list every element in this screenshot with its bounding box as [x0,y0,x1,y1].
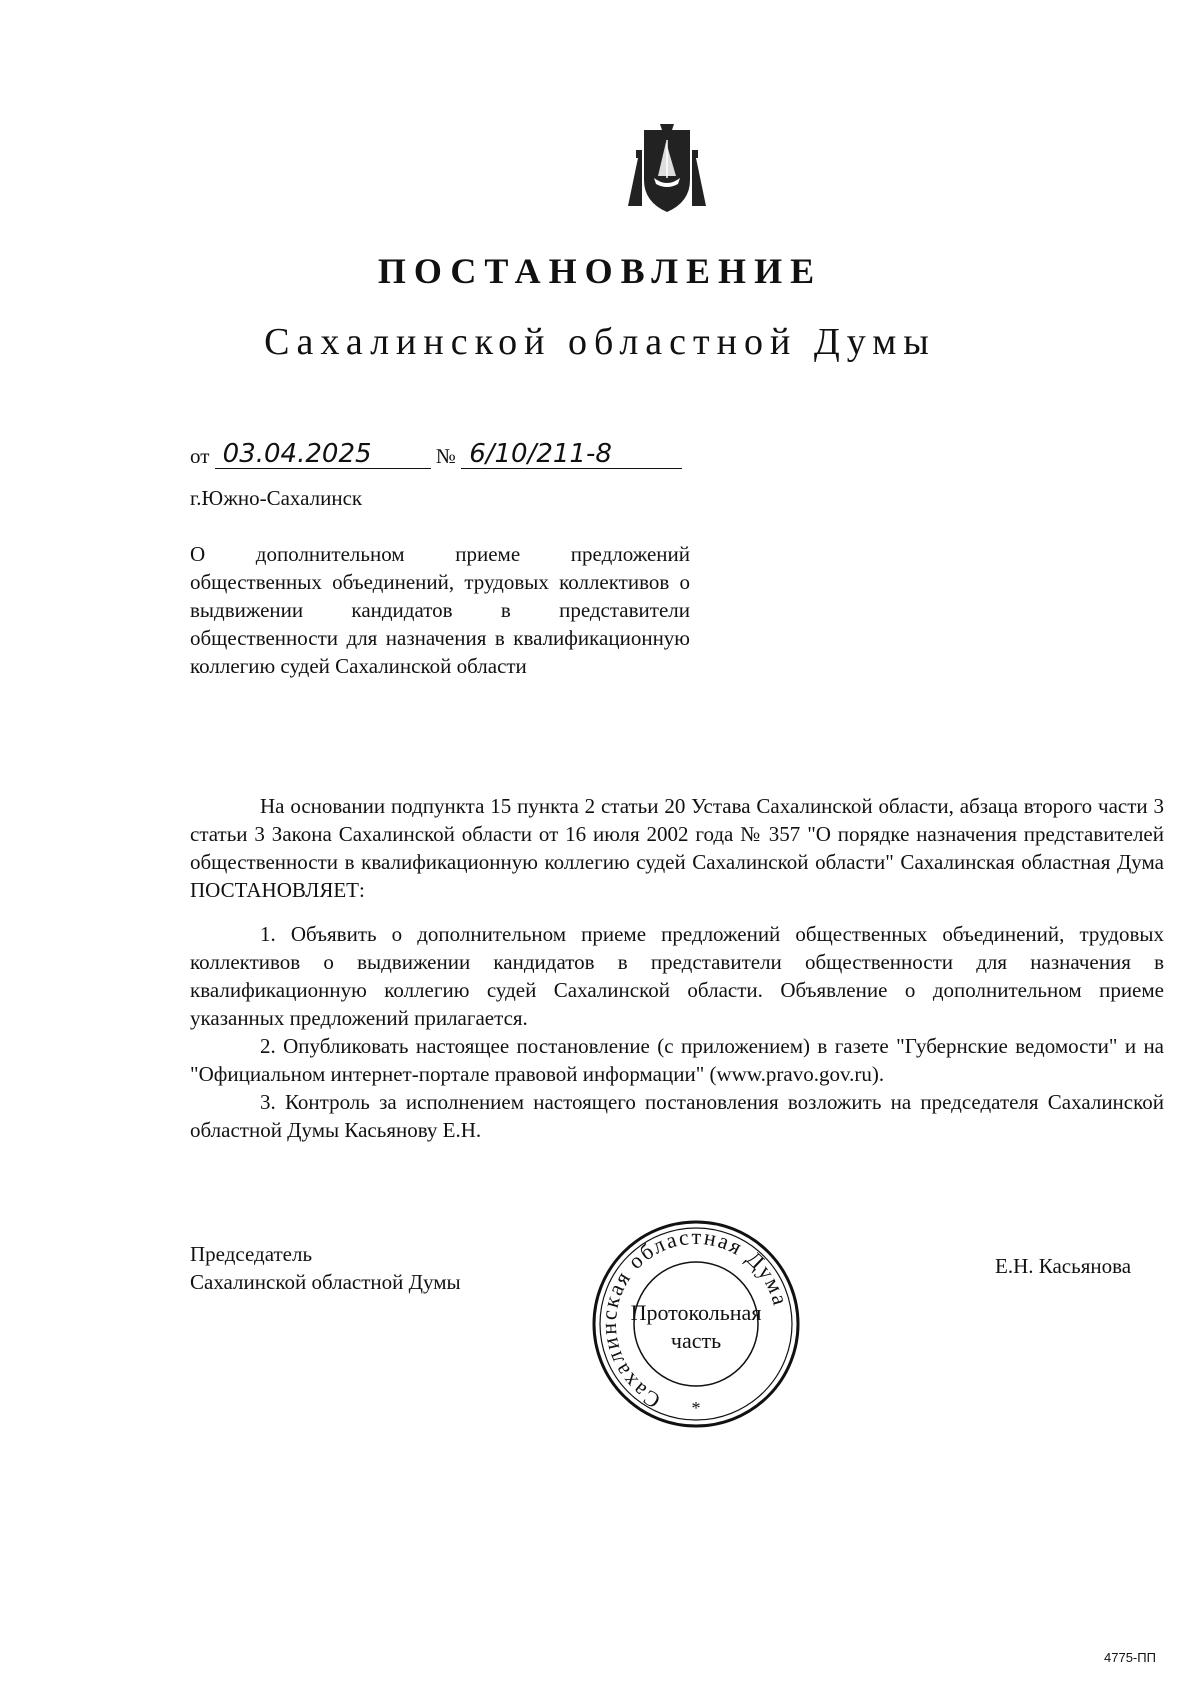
coat-of-arms-icon [624,118,710,218]
preamble-paragraph: На основании подпункта 15 пункта 2 статьи 20 Устава Сахалинской области, абзаца второго части 3 статьи 3 Закона Сахалинской области от 16 июля 2002 года № 357 "О порядке назначения представителей общественности в квалификационную коллегию судей Сахалинской области" Сахалинская областная Дума ПОСТАНОВЛЯЕТ: [190,794,1164,902]
item-3-paragraph: 3. Контроль за исполнением настоящего постановления возложить на председателя Сахалинской областной Думы Касьянову Е.Н. [190,1090,1164,1142]
date-value: 03.04.2025 [215,440,431,469]
number-label: № [435,444,456,468]
stamp-center-line-1: Протокольная [630,1300,762,1325]
official-stamp [590,1218,802,1430]
date-label: от [190,444,210,468]
signatory-name: Е.Н. Касьянова [995,1254,1132,1278]
item-2-paragraph: 2. Опубликовать настоящее постановление (с приложением) в газете "Губернские ведомости" и на "Официальном интернет-портале правовой информации" (www.pravo.gov.ru). [190,1034,1164,1086]
document-title: ПОСТАНОВЛЕНИЕ [377,251,823,291]
document-subject: О дополнительном приеме предложений общественных объединений, трудовых коллективов о выдвижении кандидатов в представители общественности для назначения в квалификационную коллегию судей Сахалинской области [190,542,690,678]
item-1-paragraph: 1. Объявить о дополнительном приеме предложений общественных объединений, трудовых коллективов о выдвижении кандидатов в представители общественности для назначения в квалификационную коллегию судей Сахалинской области. Объявление о дополнительном приеме указанных предложений прилагается. [190,922,1164,1030]
city: г.Южно-Сахалинск [190,486,363,510]
number-value: 6/10/211-8 [461,440,682,469]
stamp-star: * [691,1398,701,1418]
document-body [190,792,1164,1144]
document-code: 4775-ПП [1104,1650,1156,1665]
document-subtitle: Сахалинской областной Думы [264,321,936,363]
stamp-ring-text: Сахалинская областная Дума [595,1223,794,1414]
signatory-position [190,1240,461,1296]
date-number-row [190,440,682,469]
position-line-1: Председатель [190,1242,313,1266]
position-line-2: Сахалинской областной Думы [190,1270,461,1294]
stamp-center-line-2: часть [670,1328,722,1353]
